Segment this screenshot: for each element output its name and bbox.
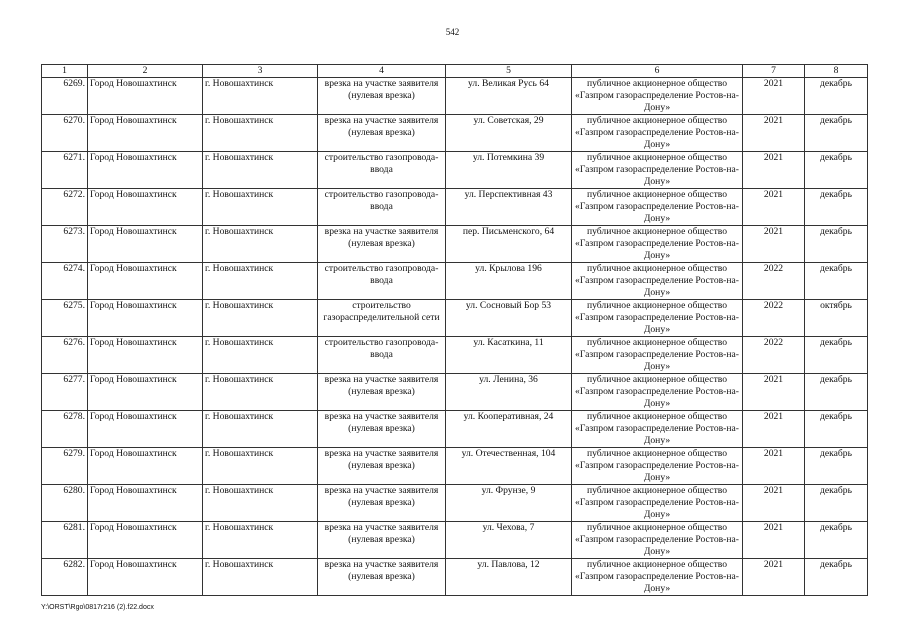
municipality-cell: Город Новошахтинск — [88, 448, 203, 485]
settlement-cell: г. Новошахтинск — [203, 78, 318, 115]
work-type-cell: врезка на участке заявителя (нулевая врезка) — [318, 448, 446, 485]
organization-cell: публичное акционерное общество «Газпром газораспределение Ростов-на-Дону» — [572, 448, 743, 485]
municipality-cell: Город Новошахтинск — [88, 152, 203, 189]
organization-cell: публичное акционерное общество «Газпром газораспределение Ростов-на-Дону» — [572, 226, 743, 263]
municipality-cell: Город Новошахтинск — [88, 337, 203, 374]
table-row — [42, 485, 868, 522]
settlement-cell: г. Новошахтинск — [203, 559, 318, 596]
settlement-cell: г. Новошахтинск — [203, 522, 318, 559]
settlement-cell: г. Новошахтинск — [203, 189, 318, 226]
work-type-cell: строительство газопровода-ввода — [318, 337, 446, 374]
municipality-cell: Город Новошахтинск — [88, 559, 203, 596]
address-cell: ул. Кооперативная, 24 — [446, 411, 572, 448]
address-cell: ул. Павлова, 12 — [446, 559, 572, 596]
settlement-cell: г. Новошахтинск — [203, 485, 318, 522]
table-row — [42, 115, 868, 152]
month-cell: декабрь — [805, 485, 868, 522]
work-type-cell: строительство газопровода-ввода — [318, 263, 446, 300]
column-number-row — [42, 65, 868, 78]
column-header: 6 — [572, 65, 743, 78]
municipality-cell: Город Новошахтинск — [88, 411, 203, 448]
month-cell: декабрь — [805, 189, 868, 226]
row-number-cell: 6274. — [42, 263, 88, 300]
row-number-cell: 6279. — [42, 448, 88, 485]
row-number-cell: 6273. — [42, 226, 88, 263]
table-row — [42, 337, 868, 374]
table-row — [42, 300, 868, 337]
work-type-cell: врезка на участке заявителя (нулевая врезка) — [318, 115, 446, 152]
table-row — [42, 189, 868, 226]
organization-cell: публичное акционерное общество «Газпром газораспределение Ростов-на-Дону» — [572, 559, 743, 596]
year-cell: 2021 — [743, 152, 805, 189]
address-cell: ул. Отечественная, 104 — [446, 448, 572, 485]
year-cell: 2022 — [743, 300, 805, 337]
page-number: 542 — [445, 27, 460, 37]
organization-cell: публичное акционерное общество «Газпром газораспределение Ростов-на-Дону» — [572, 485, 743, 522]
settlement-cell: г. Новошахтинск — [203, 152, 318, 189]
work-type-cell: строительство газораспределительной сети — [318, 300, 446, 337]
address-cell: ул. Фрунзе, 9 — [446, 485, 572, 522]
month-cell: декабрь — [805, 337, 868, 374]
settlement-cell: г. Новошахтинск — [203, 448, 318, 485]
address-cell: пер. Письменского, 64 — [446, 226, 572, 263]
table-row — [42, 411, 868, 448]
organization-cell: публичное акционерное общество «Газпром газораспределение Ростов-на-Дону» — [572, 263, 743, 300]
table-row — [42, 226, 868, 263]
address-cell: ул. Крылова 196 — [446, 263, 572, 300]
row-number-cell: 6269. — [42, 78, 88, 115]
settlement-cell: г. Новошахтинск — [203, 263, 318, 300]
year-cell: 2021 — [743, 78, 805, 115]
month-cell: декабрь — [805, 115, 868, 152]
table-row — [42, 152, 868, 189]
row-number-cell: 6282. — [42, 559, 88, 596]
organization-cell: публичное акционерное общество «Газпром газораспределение Ростов-на-Дону» — [572, 115, 743, 152]
row-number-cell: 6277. — [42, 374, 88, 411]
table-row — [42, 559, 868, 596]
settlement-cell: г. Новошахтинск — [203, 115, 318, 152]
column-header: 2 — [88, 65, 203, 78]
municipality-cell: Город Новошахтинск — [88, 374, 203, 411]
column-header: 1 — [42, 65, 88, 78]
year-cell: 2021 — [743, 115, 805, 152]
organization-cell: публичное акционерное общество «Газпром газораспределение Ростов-на-Дону» — [572, 152, 743, 189]
month-cell: декабрь — [805, 152, 868, 189]
work-type-cell: врезка на участке заявителя (нулевая врезка) — [318, 226, 446, 263]
row-number-cell: 6275. — [42, 300, 88, 337]
municipality-cell: Город Новошахтинск — [88, 300, 203, 337]
row-number-cell: 6276. — [42, 337, 88, 374]
month-cell: октябрь — [805, 300, 868, 337]
address-cell: ул. Потемкина 39 — [446, 152, 572, 189]
year-cell: 2021 — [743, 559, 805, 596]
table-row — [42, 448, 868, 485]
table-row — [42, 522, 868, 559]
work-type-cell: врезка на участке заявителя (нулевая врезка) — [318, 374, 446, 411]
column-header: 3 — [203, 65, 318, 78]
month-cell: декабрь — [805, 263, 868, 300]
table-row — [42, 78, 868, 115]
settlement-cell: г. Новошахтинск — [203, 411, 318, 448]
organization-cell: публичное акционерное общество «Газпром газораспределение Ростов-на-Дону» — [572, 78, 743, 115]
address-cell: ул. Сосновый Бор 53 — [446, 300, 572, 337]
settlement-cell: г. Новошахтинск — [203, 374, 318, 411]
row-number-cell: 6278. — [42, 411, 88, 448]
municipality-cell: Город Новошахтинск — [88, 522, 203, 559]
organization-cell: публичное акционерное общество «Газпром газораспределение Ростов-на-Дону» — [572, 411, 743, 448]
municipality-cell: Город Новошахтинск — [88, 78, 203, 115]
organization-cell: публичное акционерное общество «Газпром газораспределение Ростов-на-Дону» — [572, 522, 743, 559]
work-type-cell: врезка на участке заявителя (нулевая врезка) — [318, 485, 446, 522]
table-row — [42, 263, 868, 300]
year-cell: 2022 — [743, 263, 805, 300]
work-type-cell: врезка на участке заявителя (нулевая врезка) — [318, 78, 446, 115]
year-cell: 2021 — [743, 522, 805, 559]
row-number-cell: 6270. — [42, 115, 88, 152]
table-row — [42, 374, 868, 411]
work-type-cell: врезка на участке заявителя (нулевая врезка) — [318, 522, 446, 559]
register-table — [41, 64, 868, 596]
work-type-cell: врезка на участке заявителя (нулевая врезка) — [318, 411, 446, 448]
year-cell: 2021 — [743, 485, 805, 522]
year-cell: 2022 — [743, 337, 805, 374]
municipality-cell: Город Новошахтинск — [88, 115, 203, 152]
municipality-cell: Город Новошахтинск — [88, 485, 203, 522]
settlement-cell: г. Новошахтинск — [203, 226, 318, 263]
organization-cell: публичное акционерное общество «Газпром газораспределение Ростов-на-Дону» — [572, 374, 743, 411]
row-number-cell: 6272. — [42, 189, 88, 226]
settlement-cell: г. Новошахтинск — [203, 337, 318, 374]
organization-cell: публичное акционерное общество «Газпром газораспределение Ростов-на-Дону» — [572, 189, 743, 226]
work-type-cell: строительство газопровода-ввода — [318, 152, 446, 189]
address-cell: ул. Великая Русь 64 — [446, 78, 572, 115]
year-cell: 2021 — [743, 189, 805, 226]
year-cell: 2021 — [743, 226, 805, 263]
row-number-cell: 6271. — [42, 152, 88, 189]
month-cell: декабрь — [805, 374, 868, 411]
year-cell: 2021 — [743, 374, 805, 411]
table-body — [42, 78, 868, 596]
month-cell: декабрь — [805, 411, 868, 448]
month-cell: декабрь — [805, 559, 868, 596]
column-header: 7 — [743, 65, 805, 78]
address-cell: ул. Советская, 29 — [446, 115, 572, 152]
month-cell: декабрь — [805, 522, 868, 559]
column-header: 8 — [805, 65, 868, 78]
row-number-cell: 6280. — [42, 485, 88, 522]
row-number-cell: 6281. — [42, 522, 88, 559]
address-cell: ул. Ленина, 36 — [446, 374, 572, 411]
address-cell: ул. Касаткина, 11 — [446, 337, 572, 374]
year-cell: 2021 — [743, 448, 805, 485]
work-type-cell: строительство газопровода-ввода — [318, 189, 446, 226]
file-path-footer: Y:\ORST\Rgo\0817r216 (2).f22.docx — [41, 604, 154, 611]
column-header: 4 — [318, 65, 446, 78]
month-cell: декабрь — [805, 448, 868, 485]
work-type-cell: врезка на участке заявителя (нулевая врезка) — [318, 559, 446, 596]
address-cell: ул. Перспективная 43 — [446, 189, 572, 226]
municipality-cell: Город Новошахтинск — [88, 263, 203, 300]
address-cell: ул. Чехова, 7 — [446, 522, 572, 559]
municipality-cell: Город Новошахтинск — [88, 226, 203, 263]
month-cell: декабрь — [805, 78, 868, 115]
settlement-cell: г. Новошахтинск — [203, 300, 318, 337]
year-cell: 2021 — [743, 411, 805, 448]
month-cell: декабрь — [805, 226, 868, 263]
organization-cell: публичное акционерное общество «Газпром газораспределение Ростов-на-Дону» — [572, 300, 743, 337]
organization-cell: публичное акционерное общество «Газпром газораспределение Ростов-на-Дону» — [572, 337, 743, 374]
column-header: 5 — [446, 65, 572, 78]
municipality-cell: Город Новошахтинск — [88, 189, 203, 226]
